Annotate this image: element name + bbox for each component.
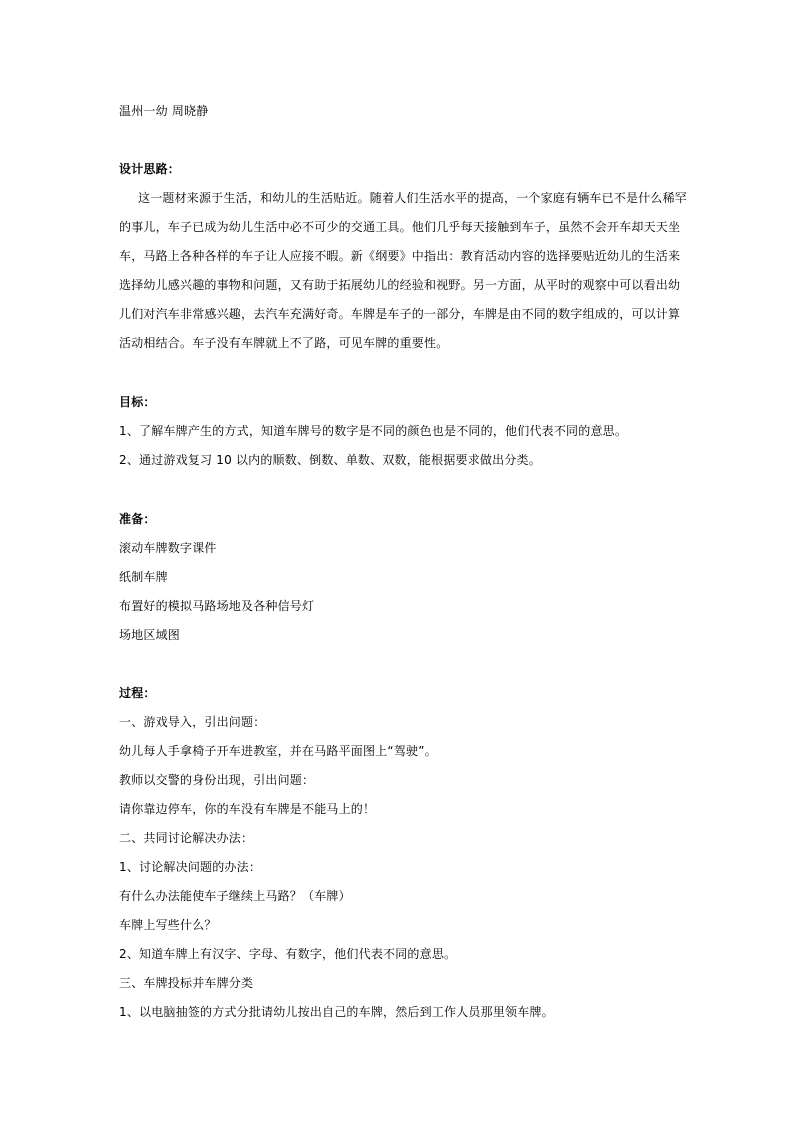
design-paragraph-line: 这一题材来源于生活，和幼儿的生活贴近。随着人们生活水平的提高，一个家庭有辆车已不是什么稀罕 <box>138 191 688 205</box>
design-paragraph-line: 活动相结合。车子没有车牌就上不了路，可见车牌的重要性。 <box>119 336 449 350</box>
prep-item: 纸制车牌 <box>119 570 168 584</box>
process-line: 请你靠边停车，你的车没有车牌是不能马上的！ <box>119 802 376 816</box>
process-line: 车牌上写些什么？ <box>119 918 217 932</box>
prep-item: 布置好的模拟马路场地及各种信号灯 <box>119 599 315 613</box>
process-line: 有什么办法能使车子继续上马路？（车牌） <box>119 889 351 903</box>
design-paragraph-line: 儿们对汽车非常感兴趣，去汽车充满好奇。车牌是车子的一部分，车牌是由不同的数字组成的，可以计算 <box>119 307 681 321</box>
process-line: 三、车牌投标并车牌分类 <box>119 976 254 990</box>
goals-heading: 目标： <box>119 395 156 409</box>
process-line: 2、知道车牌上有汉字、字母、有数字，他们代表不同的意思。 <box>119 947 457 961</box>
process-line: 二、共同讨论解决办法： <box>119 831 254 845</box>
process-line: 幼儿每人手拿椅子开车进教室，并在马路平面图上“驾驶”。 <box>119 744 437 758</box>
process-heading: 过程： <box>119 686 156 700</box>
design-paragraph-line: 的事儿，车子已成为幼儿生活中必不可少的交通工具。他们几乎每天接触到车子，虽然不会开车却天天坐 <box>119 220 681 234</box>
author-line: 温州一幼 周晓静 <box>119 104 209 118</box>
design-paragraph-line: 车，马路上各种各样的车子让人应接不暇。新《纲要》中指出：教育活动内容的选择要贴近幼儿的生活来 <box>119 249 681 263</box>
process-line: 教师以交警的身份出现，引出问题： <box>119 773 315 787</box>
prep-heading: 准备： <box>119 512 156 526</box>
goal-item: 2、通过游戏复习 10 以内的顺数、倒数、单数、双数，能根据要求做出分类。 <box>119 453 541 467</box>
prep-item: 场地区域图 <box>119 628 181 642</box>
process-line: 1、讨论解决问题的办法： <box>119 860 262 874</box>
goal-item: 1、了解车牌产生的方式，知道车牌号的数字是不同的颜色也是不同的，他们代表不同的意思。 <box>119 424 628 438</box>
design-heading: 设计思路： <box>119 162 181 176</box>
prep-item: 滚动车牌数字课件 <box>119 541 217 555</box>
process-line: 1、以电脑抽签的方式分批请幼儿按出自己的车牌，然后到工作人员那里领车牌。 <box>119 1005 554 1019</box>
process-line: 一、游戏导入，引出问题： <box>119 715 266 729</box>
design-paragraph-line: 选择幼儿感兴趣的事物和问题，又有助于拓展幼儿的经验和视野。另一方面，从平时的观察中可以看出幼 <box>119 278 681 292</box>
